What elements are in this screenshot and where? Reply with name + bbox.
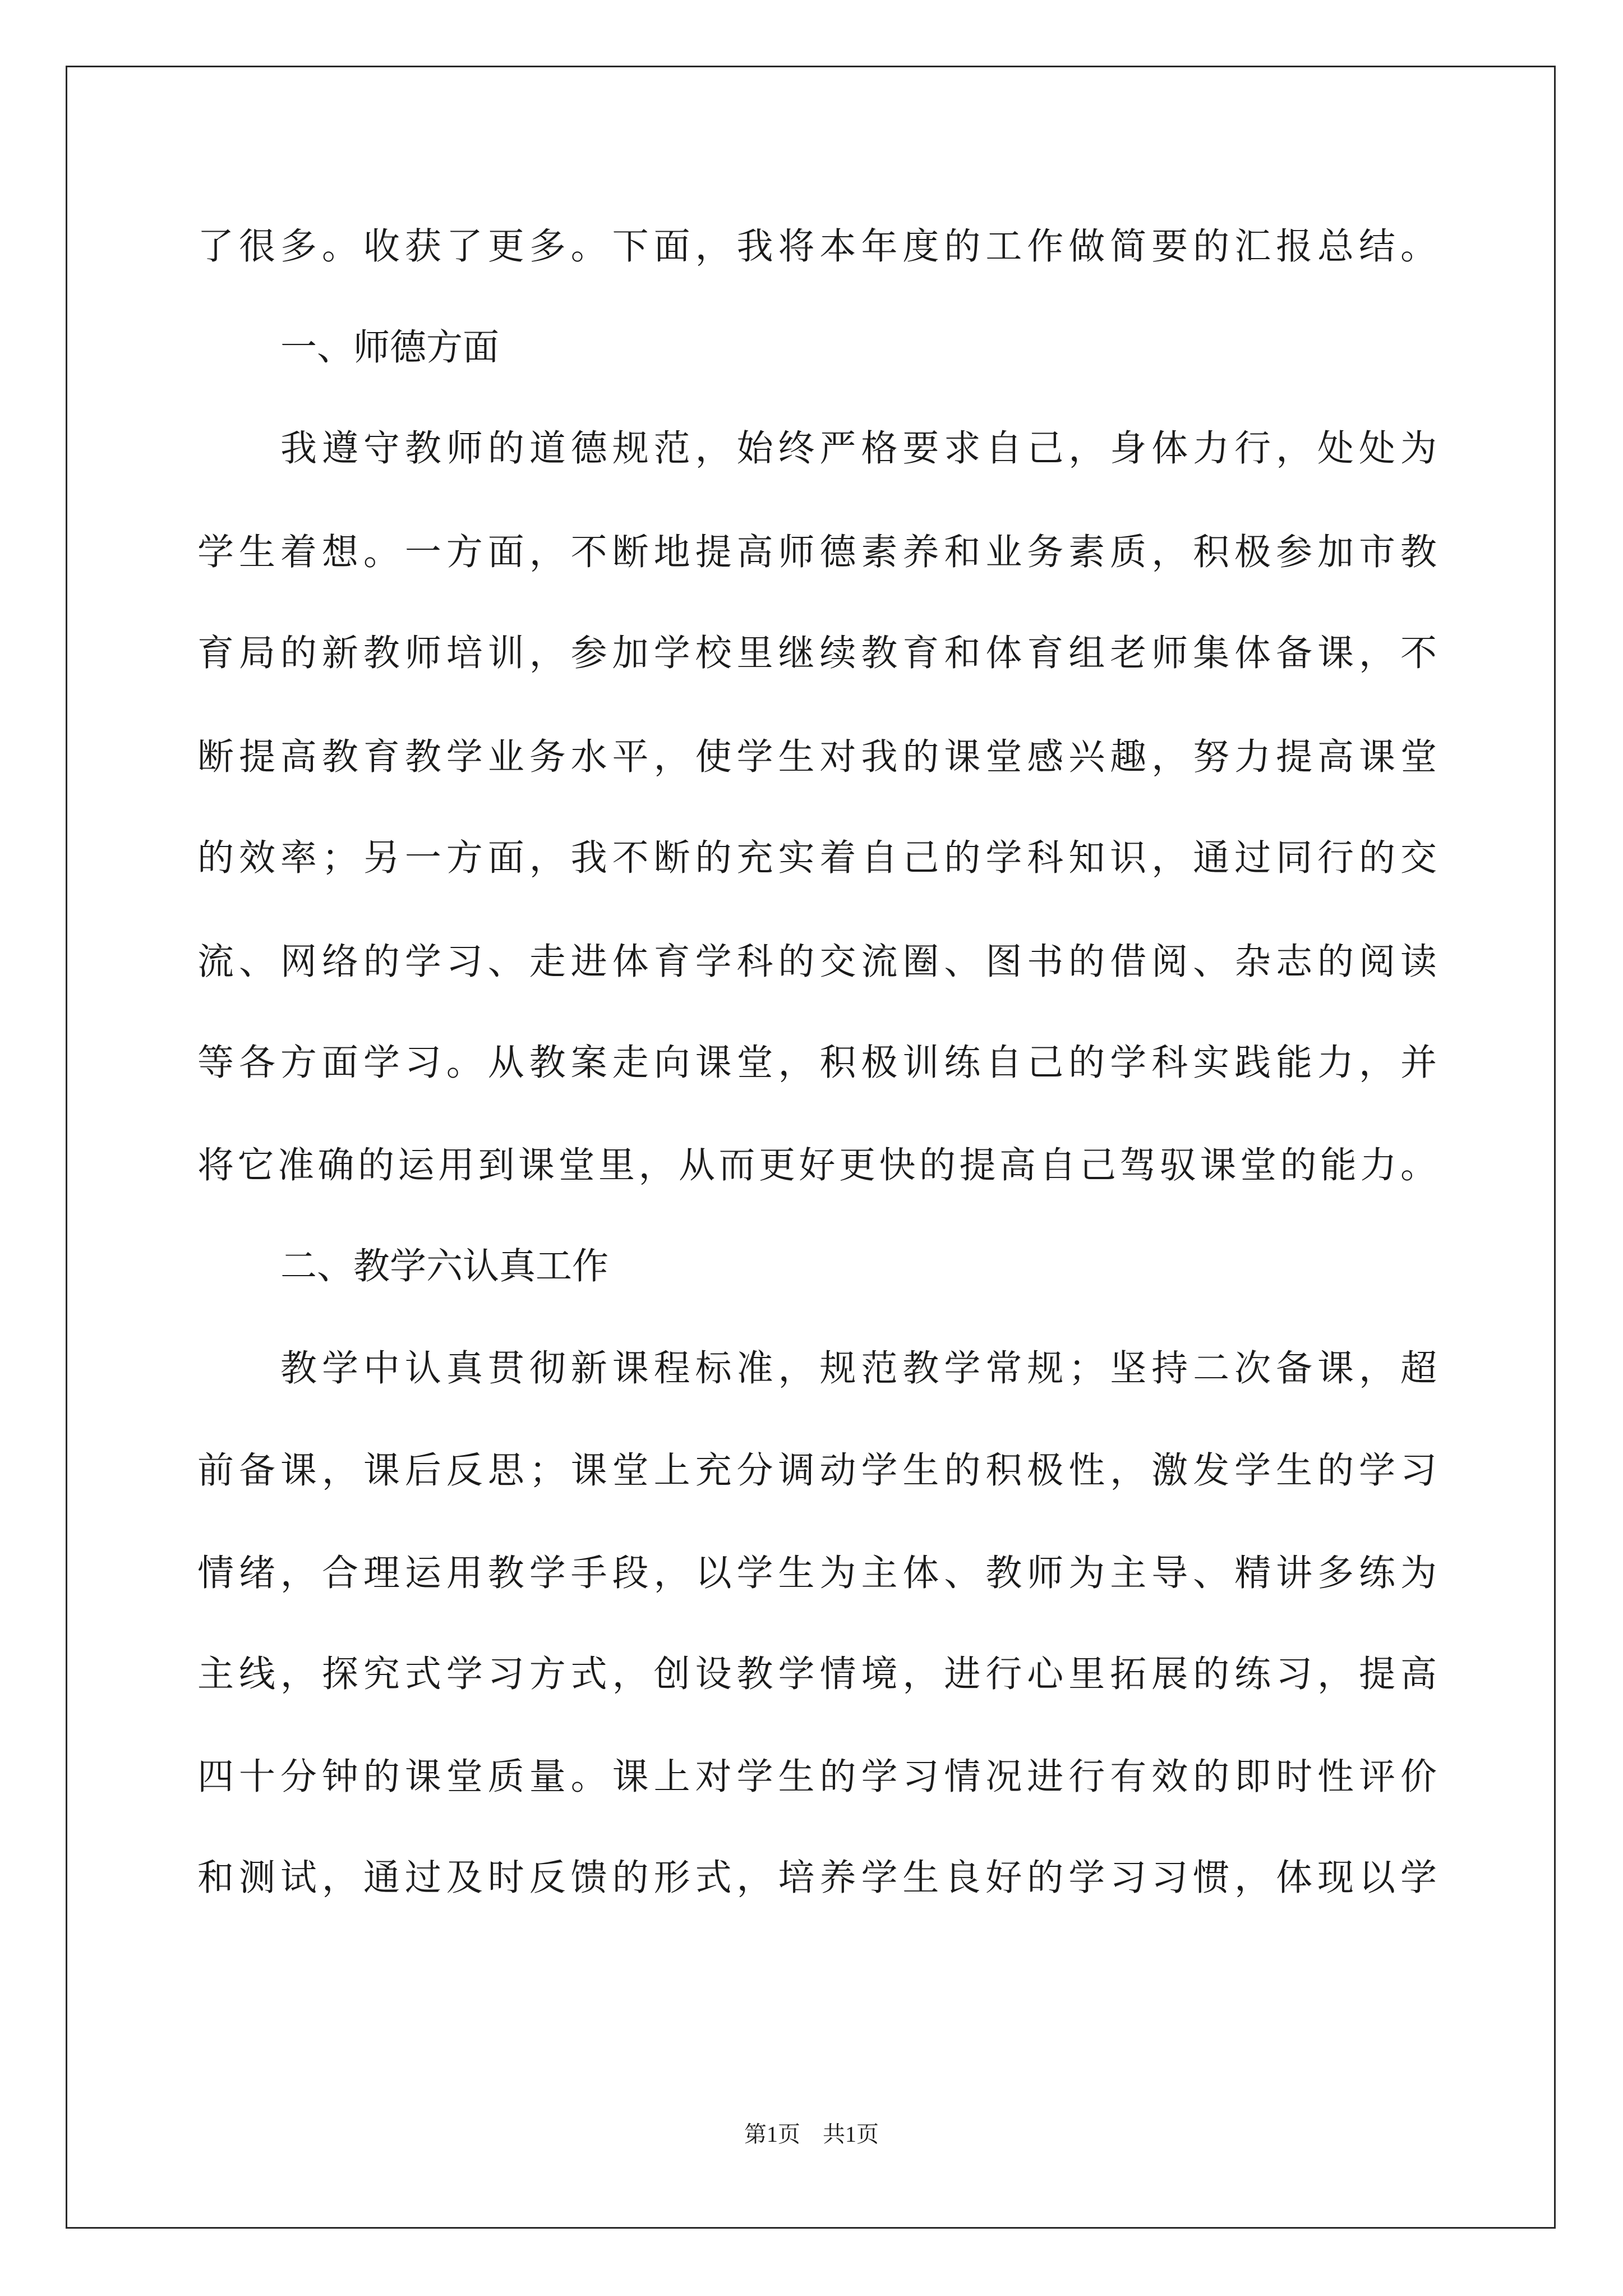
body-line: 我遵守教师的道德规范，始终严格要求自己，身体力行，处处为 [280,427,1437,470]
body-line: 的效率；另一方面，我不断的充实着自己的学科知识，通过同行的交 [197,837,1437,879]
body-line: 主线，探究式学习方式，创设教学情境，进行心里拓展的练习，提高 [197,1653,1437,1695]
body-line: 学生着想。一方面，不断地提高师德素养和业务素质，积极参加市教 [197,531,1437,573]
section-heading: 二、教学六认真工作 [280,1245,609,1287]
body-line: 等各方面学习。从教案走向课堂，积极训练自己的学科实践能力，并 [197,1042,1437,1084]
page-number-footer: 第1页 共1页 [744,2122,879,2147]
body-line: 前备课，课后反思；课堂上充分调动学生的积极性，激发学生的学习 [197,1450,1437,1492]
body-line: 将它准确的运用到课堂里，从而更好更快的提高自己驾驭课堂的能力。 [197,1144,1437,1186]
body-line: 了很多。收获了更多。下面，我将本年度的工作做简要的汇报总结。 [197,226,1437,268]
body-line: 断提高教育教学业务水平，使学生对我的课堂感兴趣，努力提高课堂 [197,736,1437,778]
body-line: 四十分钟的课堂质量。课上对学生的学习情况进行有效的即时性评价 [197,1756,1437,1798]
body-line: 和测试，通过及时反馈的形式，培养学生良好的学习习惯，体现以学 [197,1857,1437,1899]
body-line: 教学中认真贯彻新课程标准，规范教学常规；坚持二次备课，超 [280,1347,1437,1389]
body-line: 育局的新教师培训，参加学校里继续教育和体育组老师集体备课，不 [197,632,1437,674]
section-heading: 一、师德方面 [280,326,500,369]
body-line: 流、网络的学习、走进体育学科的交流圈、图书的借阅、杂志的阅读 [197,941,1437,983]
body-line: 情绪，合理运用教学手段，以学生为主体、教师为主导、精讲多练为 [197,1552,1437,1594]
